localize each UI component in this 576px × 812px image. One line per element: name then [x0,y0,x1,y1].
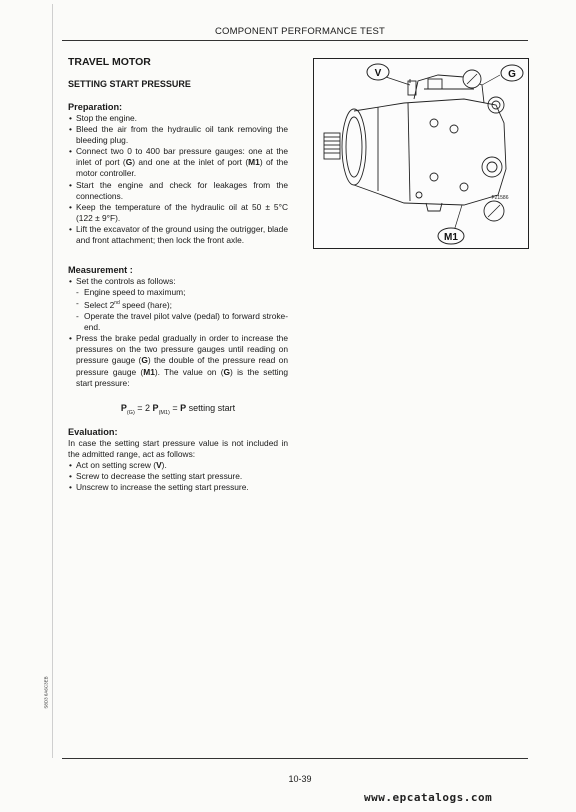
preparation-block [68,101,288,246]
page-number: 10-39 [288,774,312,784]
motor-body [354,99,506,205]
page-margin-rule [52,4,53,758]
list-item: • Unscrew to increase the setting start pressure. [68,482,288,493]
preparation-list [68,113,288,246]
measurement-heading: Measurement : [68,265,133,275]
list-item: • Lift the excavator of the ground using the outrigger, blade and front attachment; then lock the front axle. [68,224,288,246]
evaluation-block [68,426,288,493]
measurement-list [68,276,288,389]
evaluation-list [68,460,288,493]
page-header: COMPONENT PERFORMANCE TEST [214,26,386,37]
footer-rule [62,758,528,759]
section-title: TRAVEL MOTOR [68,56,151,68]
list-item: • Set the controls as follows: [68,276,288,287]
list-item: - Select 2nd speed (hare); [68,298,288,311]
figure-code: F21586 [491,195,509,201]
travel-motor-figure [313,58,529,249]
evaluation-heading: Evaluation: [68,427,118,437]
preparation-heading: Preparation: [68,102,123,112]
measurement-block [68,264,288,389]
list-item: • Screw to decrease the setting start pressure. [68,471,288,482]
watermark-link[interactable]: www.epcatalogs.com [364,791,493,804]
side-reference-code: S8D3 6A6C3EB [43,676,49,709]
list-item: - Operate the travel pilot valve (pedal) to forward stroke-end. [68,311,288,333]
header-rule [62,40,528,41]
list-item: • Bleed the air from the hydraulic oil tank removing the bleeding plug. [68,124,288,146]
travel-motor-drawing [314,59,528,248]
list-item: • Act on setting screw (V). [68,460,288,471]
list-item: • Press the brake pedal gradually in order to increase the pressures on the two pressure gauges until reading on pressure gauge (G) the double of the pressure read on pressure gauge (M1). The value on (G) is the setting start pressure: [68,333,288,388]
callout-g-label: G [508,69,516,80]
evaluation-text: In case the setting start pressure value is not included in the admitted range, act as follows: [68,438,288,460]
list-item: • Keep the temperature of the hydraulic oil at 50 ± 5°C (122 ± 9°F). [68,202,288,224]
callout-m1-label: M1 [444,232,458,243]
list-item: • Start the engine and check for leakages from the connections. [68,180,288,202]
list-item: - Engine speed to maximum; [68,287,288,298]
list-item: • Stop the engine. [68,113,288,124]
setting-formula: $P_{(G)} = 2$ $P_{(M1)} = P$ setting start [120,403,236,416]
callout-v-label: V [374,68,382,79]
list-item: • Connect two 0 to 400 bar pressure gauges: one at the inlet of port (G) and one at the inlet of port (M1) of the motor controller. [68,146,288,179]
section-subtitle: SETTING START PRESSURE [68,79,191,89]
